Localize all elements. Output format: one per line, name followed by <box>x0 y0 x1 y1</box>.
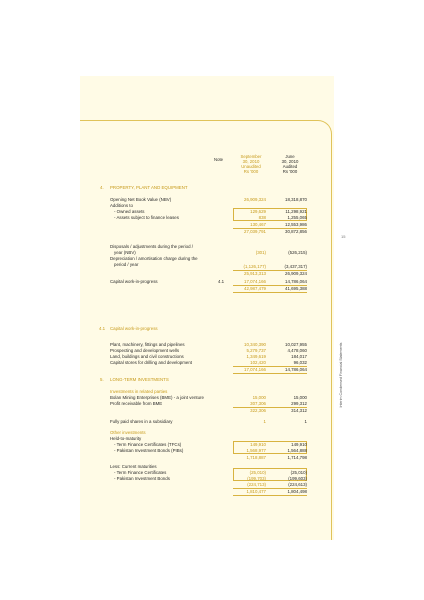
value-prior: 96,032 <box>293 360 307 365</box>
row-label: Fully paid shares in a subsidiary <box>110 419 173 424</box>
value-current: 1,718,887 <box>246 455 266 460</box>
value-prior: 14,786,064 <box>285 367 307 372</box>
value-current: 26,909,324 <box>244 197 266 202</box>
value-prior: 15,000 <box>293 395 307 400</box>
value-current: 322,306 <box>250 408 266 413</box>
value-current: 130,467 <box>250 222 266 227</box>
row-label: - Pakistan Investment Bonds (PIBs) <box>114 448 184 453</box>
value-prior: 1,804,498 <box>287 489 307 494</box>
value-prior: 10,027,955 <box>285 342 307 347</box>
row-label: period / year <box>114 262 139 267</box>
row-label: Prospecting and development wells <box>110 348 180 353</box>
value-prior: 184,017 <box>291 354 307 359</box>
value-current: 15,000 <box>252 395 266 400</box>
value-prior: 11,298,921 <box>285 209 307 214</box>
row-label: Disposals / adjustments during the period / <box>110 244 193 249</box>
double-rule <box>233 292 307 293</box>
value-prior: (224,613) <box>288 482 307 487</box>
value-prior: (25,010) <box>290 470 307 475</box>
value-current: 1,568,977 <box>246 448 266 453</box>
row-label: Held-to-maturity <box>110 436 142 441</box>
value-current: 1,810,477 <box>246 489 266 494</box>
value-current: 307,306 <box>250 401 266 406</box>
value-prior: 1,714,798 <box>287 455 307 460</box>
row-label: - Assets subject to finance leases <box>114 215 179 220</box>
value-prior: (3,437,317) <box>284 264 307 269</box>
value-prior: 26,909,324 <box>285 271 307 276</box>
note-header: Note <box>214 157 224 162</box>
row-label: Land, buildings and civil constructions <box>110 354 184 359</box>
row-label: - Term Finance Certificates <box>114 470 167 475</box>
value-prior: 18,318,870 <box>285 197 307 202</box>
value-current: 149,910 <box>250 442 266 447</box>
subsection-title: Investments in related parties <box>110 389 168 394</box>
row-label: - Term Finance Certificates (TFCs) <box>114 442 182 447</box>
value-prior: 30,872,856 <box>285 229 307 234</box>
section-title: Capital work-in-progress <box>110 326 158 331</box>
value-prior: 1,564,888 <box>287 448 307 453</box>
double-rule <box>233 373 307 374</box>
section-number: 4.1 <box>99 326 106 331</box>
row-label: Capital work-in-progress <box>110 279 158 284</box>
value-prior: 299,312 <box>291 401 307 406</box>
col1-header: September 30, 2010 Unaudited Rs '000 <box>240 154 262 174</box>
row-label: Bolan Mining Enterprises (BME) - a joint venture <box>110 395 204 400</box>
value-prior: 149,910 <box>291 442 307 447</box>
value-prior: 14,786,064 <box>285 279 307 284</box>
value-current: (224,713) <box>247 482 266 487</box>
row-label: Capital stores for drilling and development <box>110 360 193 365</box>
section-title: PROPERTY, PLANT AND EQUIPMENT <box>110 185 188 190</box>
value-current: 25,913,313 <box>244 271 266 276</box>
value-current: (25,010) <box>249 470 266 475</box>
side-title: Interim Condensed Financial Statements <box>339 342 343 408</box>
value-current: 1 <box>263 419 266 424</box>
section-number: 5. <box>100 377 104 382</box>
value-current: (1,126,177) <box>243 264 266 269</box>
row-label: Less: Current maturities <box>110 464 157 469</box>
value-current: 129,629 <box>250 209 266 214</box>
page-number: 15 <box>341 234 346 239</box>
row-label: Additions to <box>110 203 133 208</box>
subsection-title: Other investments <box>110 430 146 435</box>
value-current: 27,039,791 <box>244 229 266 234</box>
row-label: Depreciation / amortisation charge during the <box>110 256 198 261</box>
row-label: Plant, machinery, fittings and pipelines <box>110 342 185 347</box>
section-title: LONG-TERM INVESTMENTS <box>110 377 169 382</box>
value-prior: (526,215) <box>288 250 307 255</box>
row-label: - Pakistan Investment Bonds <box>114 476 170 481</box>
row-label: Opening Net Book Value (NBV) <box>110 197 172 202</box>
row-label: Profit receivable from BME <box>110 401 163 406</box>
row-label: year (NBV) <box>114 250 136 255</box>
note-ref: 4.1 <box>218 279 225 284</box>
value-current: 17,074,166 <box>244 367 266 372</box>
value-current: (301) <box>255 250 266 255</box>
value-prior: 1 <box>304 419 307 424</box>
value-current: 5,279,737 <box>246 348 266 353</box>
value-prior: 4,478,060 <box>287 348 307 353</box>
value-prior: 41,695,388 <box>285 286 307 291</box>
value-current: 42,987,479 <box>244 286 266 291</box>
value-prior: 314,312 <box>291 408 307 413</box>
col2-header: June 30, 2010 Audited Rs '000 <box>281 154 299 174</box>
value-current: 838 <box>258 215 266 220</box>
value-current: 1,349,619 <box>246 354 266 359</box>
value-current: (199,703) <box>247 476 266 481</box>
value-prior: 12,553,986 <box>285 222 307 227</box>
value-current: 17,074,166 <box>244 279 266 284</box>
value-prior: (199,603) <box>288 476 307 481</box>
double-rule <box>233 495 307 496</box>
section-number: 4. <box>100 185 104 190</box>
row-label: - Owned assets <box>114 209 145 214</box>
value-current: 10,340,390 <box>244 342 266 347</box>
value-prior: 1,255,065 <box>287 215 307 220</box>
value-current: 102,420 <box>250 360 266 365</box>
